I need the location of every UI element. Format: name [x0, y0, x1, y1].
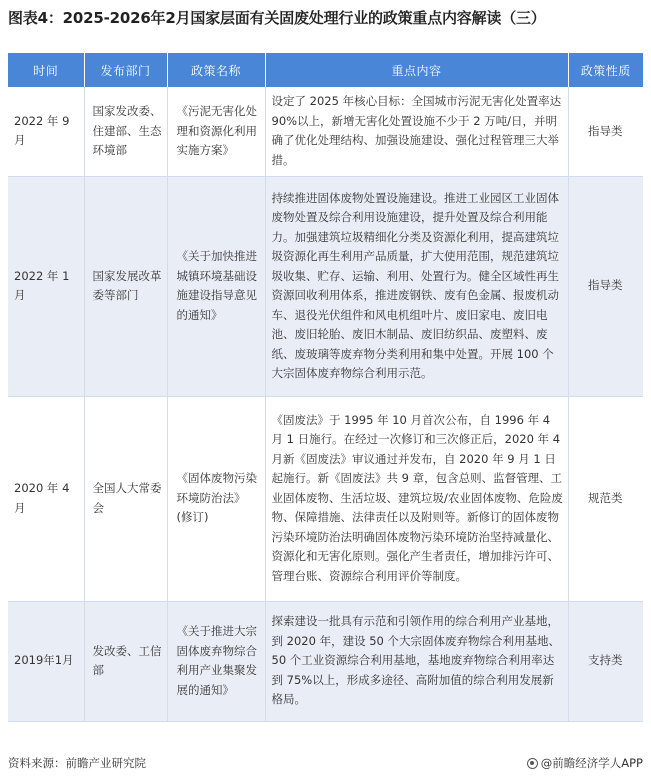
header-dept: 发布部门: [84, 53, 167, 87]
qianzhan-logo-icon: [527, 758, 538, 769]
cell-dept: 国家发改委、住建部、生态环境部: [84, 87, 167, 176]
page-title: 图表4：2025-2026年2月国家层面有关固废处理行业的政策重点内容解读（三）: [8, 9, 546, 27]
header-time: 时间: [8, 53, 84, 87]
cell-time: 2019年1月: [8, 601, 84, 721]
header-name: 政策名称: [167, 53, 265, 87]
brand-credit: [527, 755, 643, 771]
cell-policy-name: 《关于推进大宗固体废弃物综合利用产业集聚发展的通知》: [167, 601, 265, 721]
cell-content: 持续推进固体废物处置设施建设。推进工业园区工业固体废物处置及综合利用设施建设，提升处置及综合利用能力。加强建筑垃圾精细化分类及资源化利用，提高建筑垃圾资源化再生利用产品质量，扩大使用范围，规范建筑垃圾收集、贮存、运输、利用、处置行为。健全区域性再生资源回收利用体系，推进废钢铁、废有色金属、报废机动车、退役光伏组件和风电机组叶片、废旧家电、废旧电池、废旧轮胎、废旧木制品、废旧纺织品、废塑料、废纸、废玻璃等废弃物分类利用和集中处置。开展 100 个大宗固体废弃物综合利用示范。: [265, 176, 568, 396]
cell-content: 《固废法》于 1995 年 10 月首次公布，自 1996 年 4 月 1 日施行。在经过一次修订和三次修正后，2020 年 4 月新《固废法》审议通过并发布，自 2020 年 9 月 1 日起施行。新《固废法》共 9 章，包含总则、监督管理、工业固体废物、生活垃圾、建筑垃圾/农业固体废物、危险废物、保障措施、法律责任以及附则等。新修订的固体废物污染环境防治法明确固体废物污染环境防治坚持减量化、资源化和无害化原则。强化产生者责任，增加排污许可、管理台账、资源综合利用评价等制度。: [265, 396, 568, 601]
source-note: 资料来源：前瞻产业研究院: [8, 756, 146, 770]
cell-nature: 指导类: [568, 176, 643, 396]
header-nature: 政策性质: [568, 53, 643, 87]
cell-dept: 国家发展改革委等部门: [84, 176, 167, 396]
cell-policy-name: 《固体废物污染环境防治法》(修订): [167, 396, 265, 601]
cell-nature: 支持类: [568, 601, 643, 721]
cell-content: 设定了 2025 年核心目标：全国城市污泥无害化处置率达 90%以上，新增无害化处置设施不少于 2 万吨/日，并明确了优化处理结构、加强设施建设、强化过程管理三大举措。: [265, 87, 568, 176]
table-row: [8, 87, 643, 176]
table-row: [8, 396, 643, 601]
table-row: [8, 601, 643, 721]
cell-content: 探索建设一批具有示范和引领作用的综合利用产业基地，到 2020 年，建设 50 个大宗固体废弃物综合利用基地、50 个工业资源综合利用基地，基地废弃物综合利用率达到 75%以上，形成多途径、高附加值的综合利用发展新格局。: [265, 601, 568, 721]
cell-time: 2020 年 4 月: [8, 396, 84, 601]
policy-table: [8, 53, 643, 722]
cell-time: 2022 年 1 月: [8, 176, 84, 396]
cell-nature: 规范类: [568, 396, 643, 601]
cell-nature: 指导类: [568, 87, 643, 176]
cell-policy-name: 《关于加快推进城镇环境基础设施建设指导意见的通知》: [167, 176, 265, 396]
header-content: 重点内容: [265, 53, 568, 87]
table-header-row: [8, 53, 643, 87]
cell-dept: 全国人大常委会: [84, 396, 167, 601]
table-row: [8, 176, 643, 396]
cell-time: 2022 年 9 月: [8, 87, 84, 176]
brand-label: @前瞻经济学人APP: [540, 756, 643, 770]
cell-policy-name: 《污泥无害化处理和资源化利用实施方案》: [167, 87, 265, 176]
cell-dept: 发改委、工信部: [84, 601, 167, 721]
